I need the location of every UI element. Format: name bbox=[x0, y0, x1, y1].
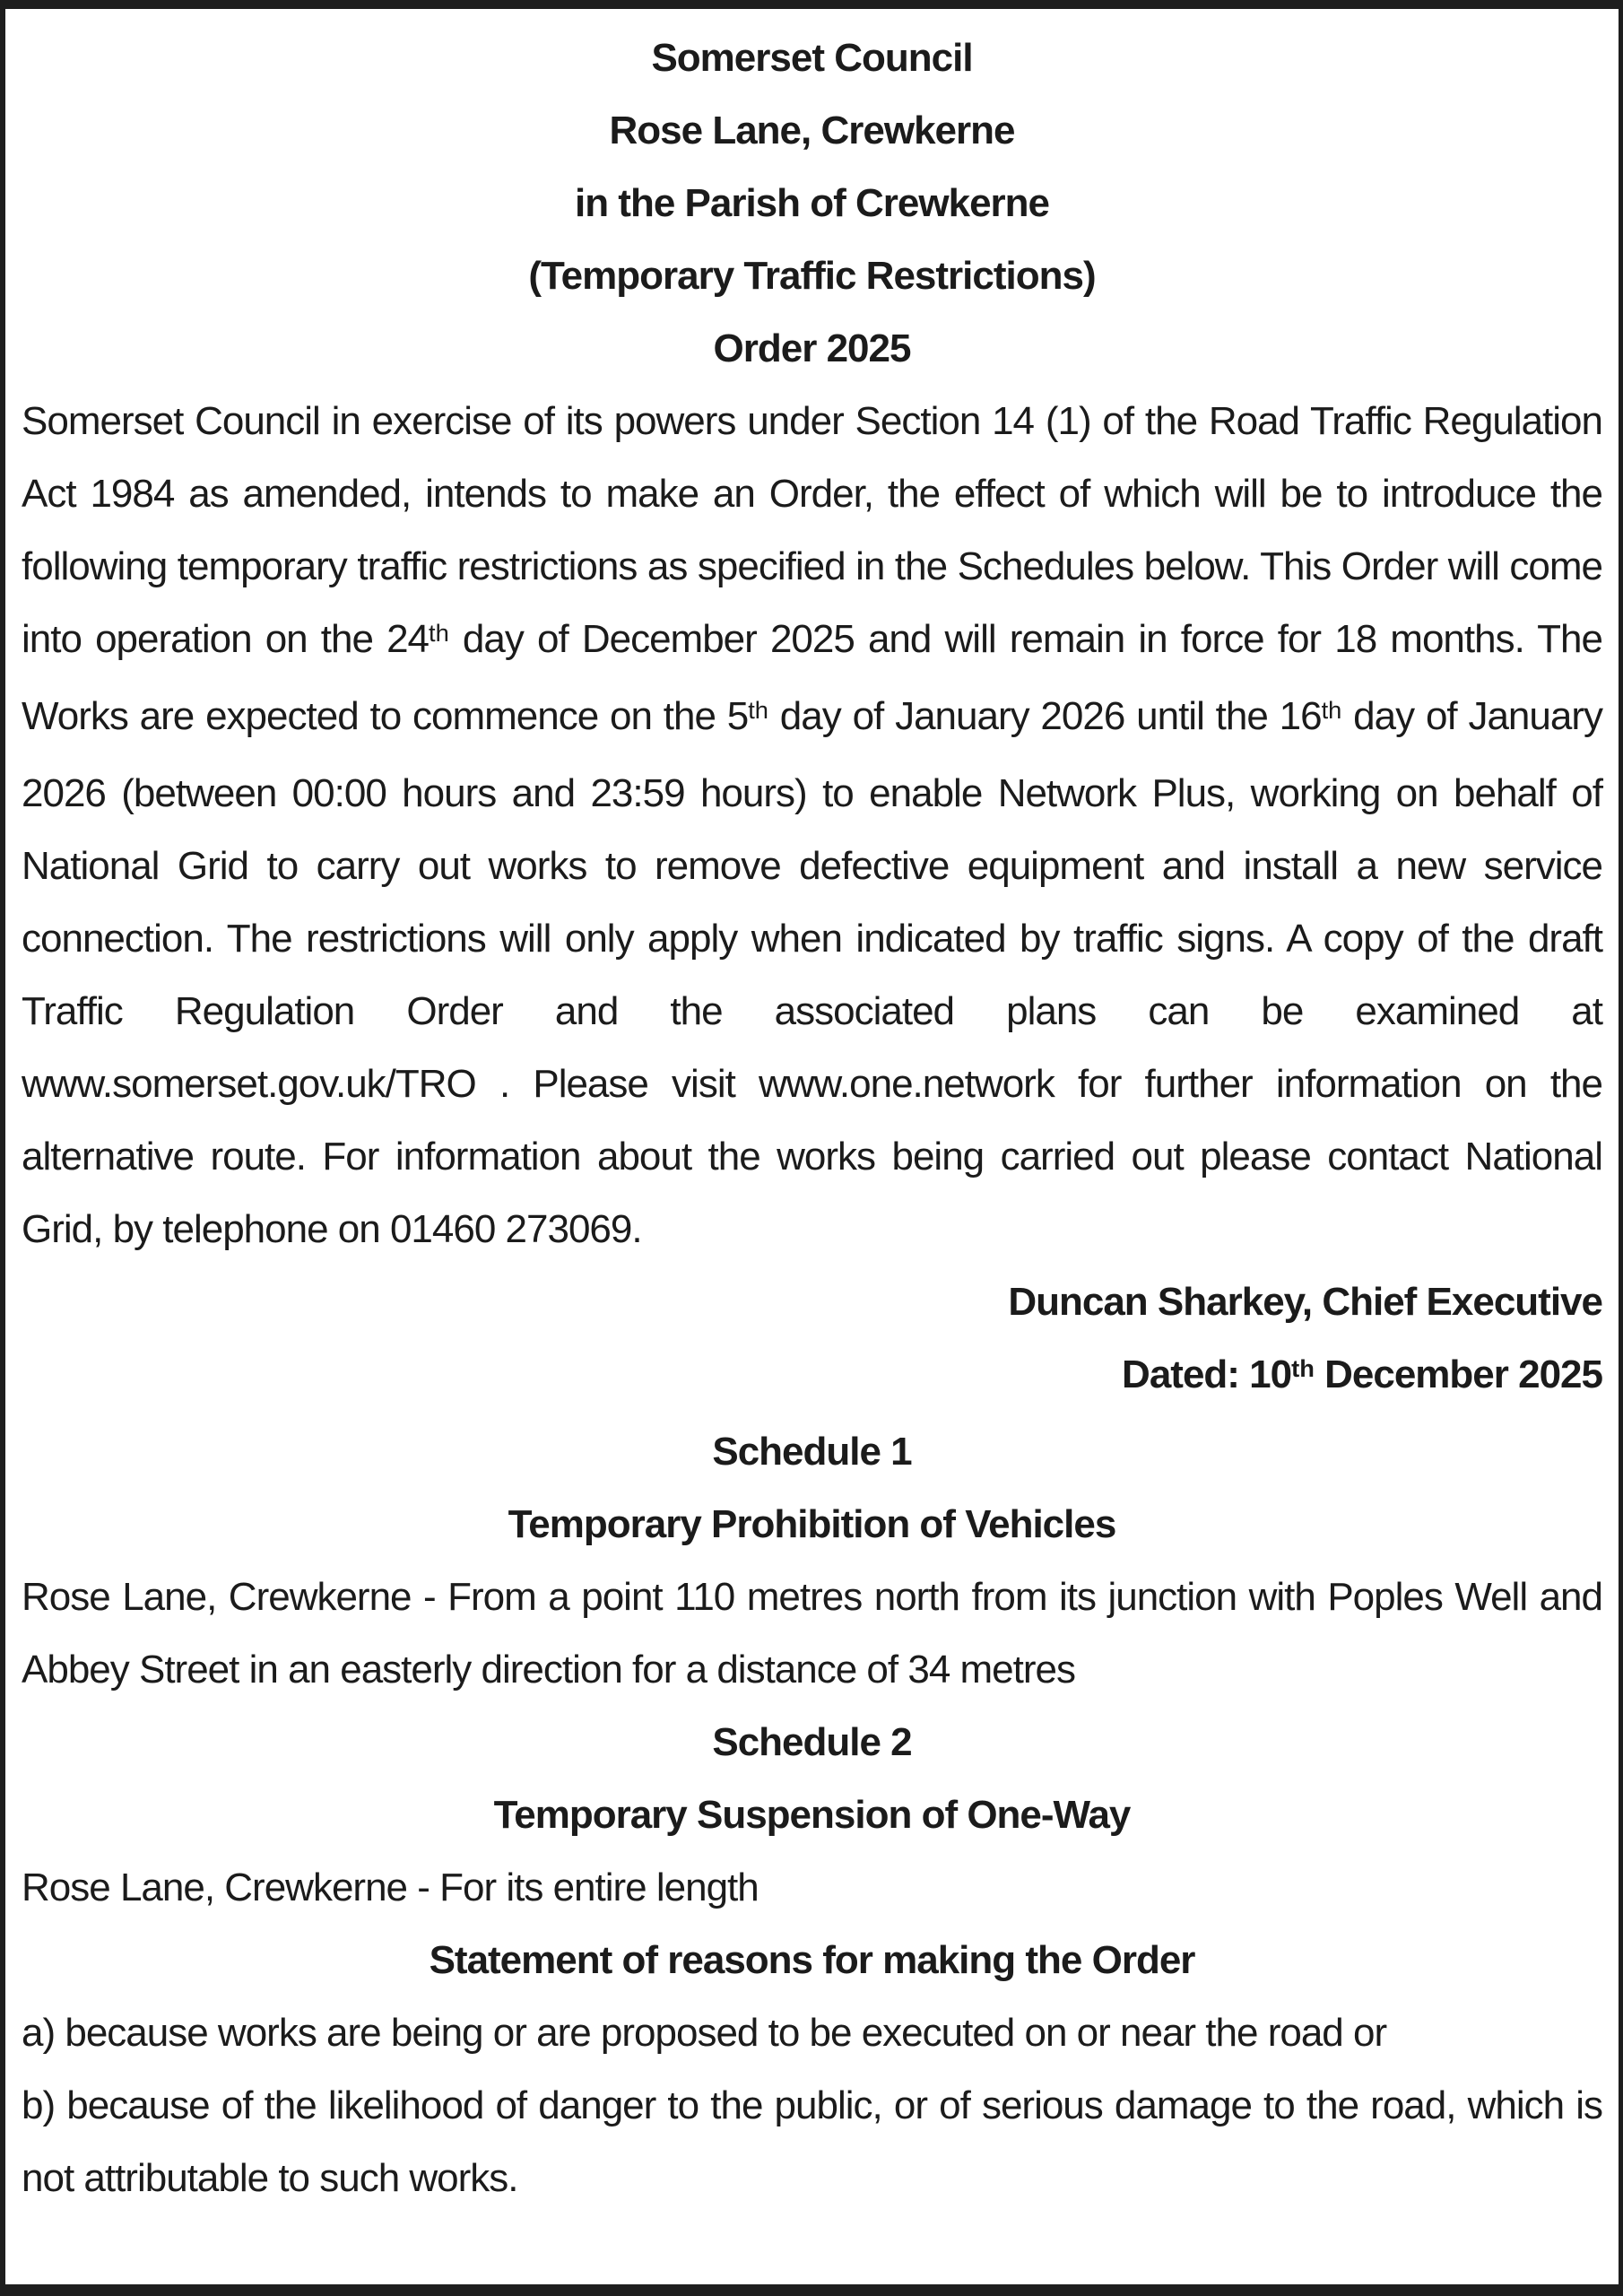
statement-reason-b: b) because of the likelihood of danger to the public, or of serious damage to the road, which is not attributable to such works. bbox=[22, 2083, 1602, 2200]
notice-title-line-road: Rose Lane, Crewkerne bbox=[609, 109, 1015, 152]
statement-of-reasons bbox=[22, 1924, 1602, 2214]
schedule-1-text: Rose Lane, Crewkerne - From a point 110 metres north from its junction with Poples Well and Abbey Street in an easterly direction for a distance of 34 metres bbox=[22, 1575, 1602, 1692]
notice-title-line-parish: in the Parish of Crewkerne bbox=[574, 181, 1050, 225]
schedule-2-text: Rose Lane, Crewkerne - For its entire length bbox=[22, 1866, 759, 1909]
schedule-2 bbox=[22, 1706, 1602, 1924]
statement-reason-a: a) because works are being or are proposed to be executed on or near the road or bbox=[22, 2011, 1387, 2055]
dated-line: Dated: 10th December 2025 bbox=[1122, 1352, 1602, 1396]
notice-header bbox=[22, 22, 1602, 385]
signature-block bbox=[22, 1265, 1602, 1415]
schedule-1 bbox=[22, 1415, 1602, 1706]
schedule-1-subheading: Temporary Prohibition of Vehicles bbox=[508, 1502, 1116, 1546]
notice-title-line-restriction-type: (Temporary Traffic Restrictions) bbox=[528, 254, 1096, 298]
signatory-line: Duncan Sharkey, Chief Executive bbox=[1008, 1280, 1602, 1324]
notice-title-line-authority: Somerset Council bbox=[651, 36, 973, 80]
statement-heading: Statement of reasons for making the Order bbox=[429, 1938, 1195, 1982]
schedule-1-heading: Schedule 1 bbox=[712, 1430, 912, 1474]
notice-title-line-order-year: Order 2025 bbox=[713, 326, 911, 370]
schedule-2-subheading: Temporary Suspension of One-Way bbox=[493, 1793, 1131, 1837]
notice-body-paragraph: Somerset Council in exercise of its powers under Section 14 (1) of the Road Traffic Regulation Act 1984 as amended, intends to make an Order, the effect of which will be to introduce the following temporary traffic restrictions as specified in the Schedules below. This Order will come into operation on the 24th day of December 2025 and will remain in force for 18 months. The Works are expected to commence on the 5th day of January 2026 until the 16th day of January 2026 (between 00:00 hours and 23:59 hours) to enable Network Plus, working on behalf of National Grid to carry out works to remove defective equipment and install a new service connection. The restrictions will only apply when indicated by traffic signs. A copy of the draft Traffic Regulation Order and the associated plans can be examined at www.somerset.gov.uk/TRO . Please visit www.one.network for further information on the alternative route. For information about the works being carried out please contact National Grid, by telephone on 01460 273069. bbox=[22, 399, 1602, 1251]
schedule-2-heading: Schedule 2 bbox=[712, 1720, 912, 1764]
